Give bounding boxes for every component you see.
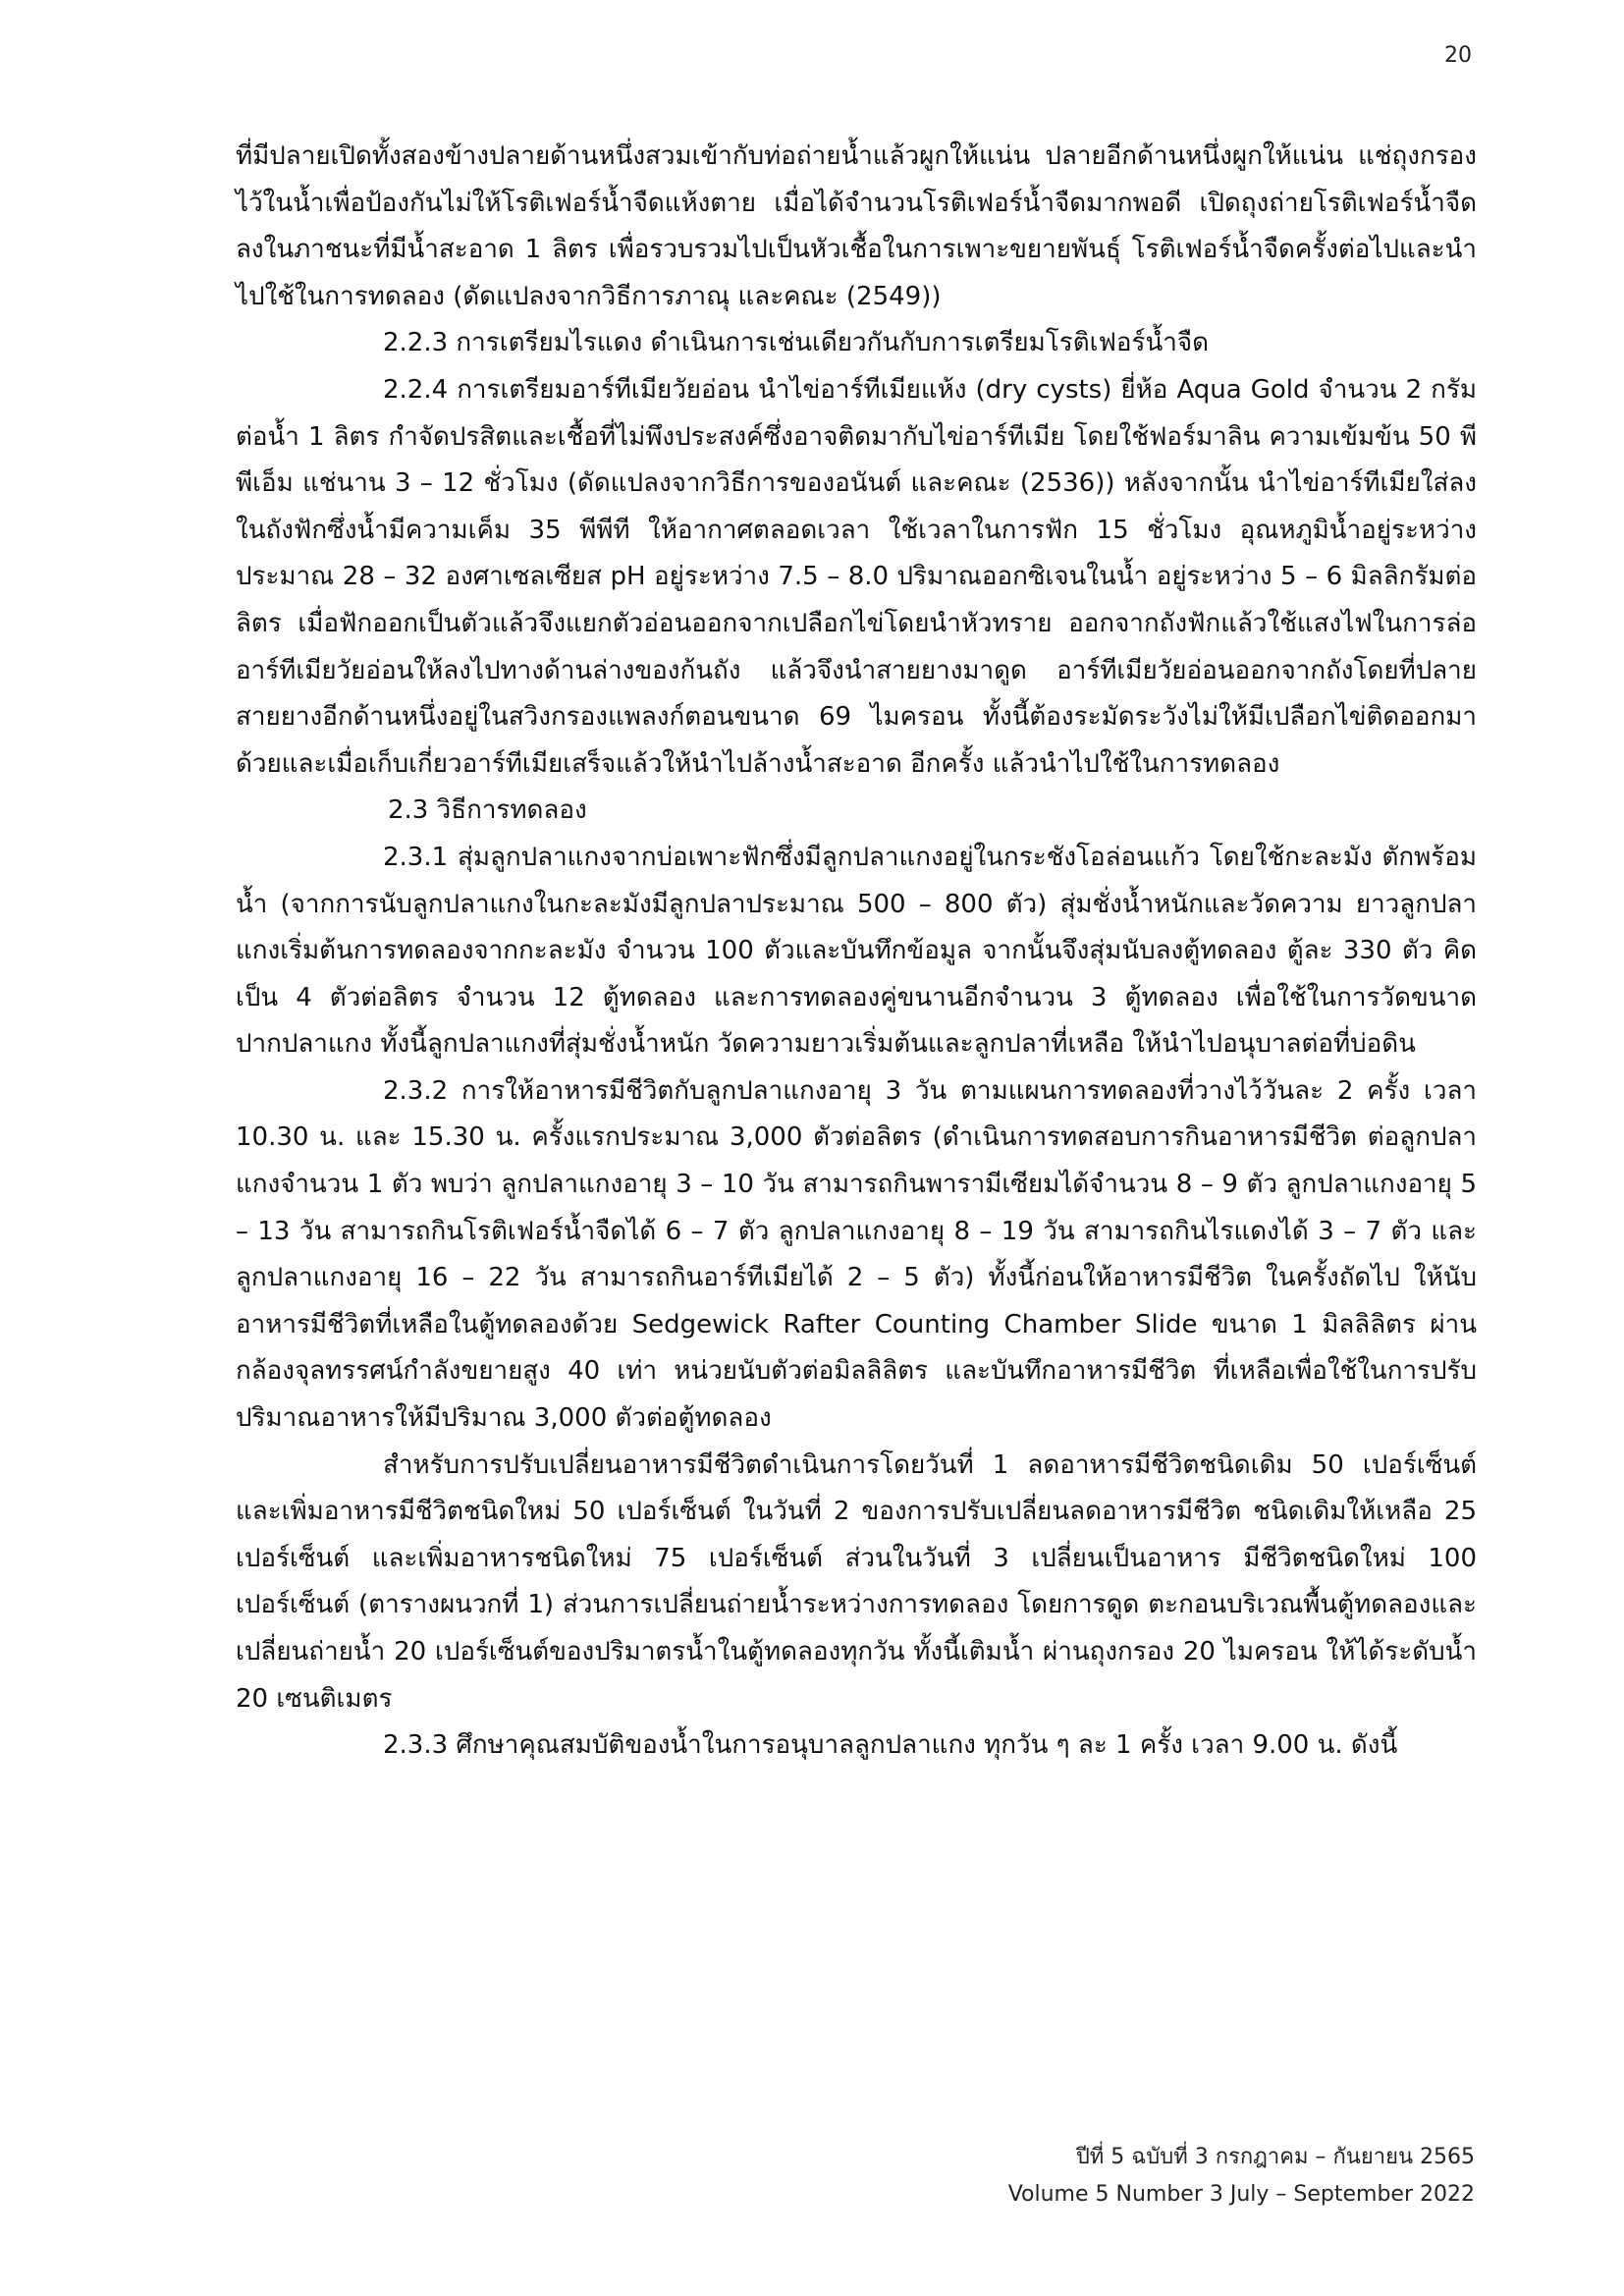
body-text [236, 134, 1477, 1770]
paragraph-2-3-1: 2.3.1 สุ่มลูกปลาแกงจากบ่อเพาะฟักซึ่งมีลูกปลาแกงอยู่ในกระชังโอล่อนแก้ว โดยใช้กะละมัง ตักพร้อมน้ำ (จากการนับลูกปลาแกงในกะละมังมีลูกปลาประมาณ 500 – 800 ตัว) สุ่มชั่งน้ำหนักและวัดความ ยาวลูกปลาแกงเริ่มต้นการทดลองจากกะละมัง จำนวน 100 ตัวและบันทึกข้อมูล จากนั้นจึงสุ่มนับลงตู้ทดลอง ตู้ละ 330 ตัว คิดเป็น 4 ตัวต่อลิตร จำนวน 12 ตู้ทดลอง และการทดลองคู่ขนานอีกจำนวน 3 ตู้ทดลอง เพื่อใช้ในการวัดขนาดปากปลาแกง ทั้งนี้ลูกปลาแกงที่สุ่มชั่งน้ำหนัก วัดความยาวเริ่มต้นและลูกปลาที่เหลือ ให้นำไปอนุบาลต่อที่บ่อดิน [236, 842, 1477, 1060]
paragraph-2-3-3: 2.3.3 ศึกษาคุณสมบัติของน้ำในการอนุบาลลูกปลาแกง ทุกวัน ๆ ละ 1 ครั้ง เวลา 9.00 น. ดังนี้ [383, 1730, 1398, 1761]
section-heading-2-3: 2.3 วิธีการทดลอง [388, 795, 587, 826]
paragraph-2-2-4: 2.2.4 การเตรียมอาร์ทีเมียวัยอ่อน นำไข่อาร์ทีเมียแห้ง (dry cysts) ยี่ห้อ Aqua Gold จำนวน 2 กรัมต่อน้ำ 1 ลิตร กำจัดปรสิตและเชื้อที่ไม่พึงประสงค์ซึ่งอาจติดมากับไข่อาร์ทีเมีย โดยใช้ฟอร์มาลิน ความเข้มข้น 50 พีพีเอ็ม แช่นาน 3 – 12 ชั่วโมง (ดัดแปลงจากวิธีการของอนันต์ และคณะ (2536)) หลังจากนั้น นำไข่อาร์ทีเมียใส่ลงในถังฟักซึ่งน้ำมีความเค็ม 35 พีพีที ให้อากาศตลอดเวลา ใช้เวลาในการฟัก 15 ชั่วโมง อุณหภูมิน้ำอยู่ระหว่างประมาณ 28 – 32 องศาเซลเซียส pH อยู่ระหว่าง 7.5 – 8.0 ปริมาณออกซิเจนในน้ำ อยู่ระหว่าง 5 – 6 มิลลิกรัมต่อลิตร เมื่อฟักออกเป็นตัวแล้วจึงแยกตัวอ่อนออกจากเปลือกไข่โดยนำหัวทราย ออกจากถังฟักแล้วใช้แสงไฟในการล่ออาร์ทีเมียวัยอ่อนให้ลงไปทางด้านล่างของก้นถัง แล้วจึงนำสายยางมาดูด อาร์ทีเมียวัยอ่อนออกจากถังโดยที่ปลายสายยางอีกด้านหนึ่งอยู่ในสวิงกรองแพลงก์ตอนขนาด 69 ไมครอน ทั้งนี้ต้องระมัดระวังไม่ให้มีเปลือกไข่ติดออกมาด้วยและเมื่อเก็บเกี่ยวอาร์ทีเมียเสร็จแล้วให้นำไปล้างน้ำสะอาด อีกครั้ง แล้วนำไปใช้ในการทดลอง [236, 374, 1477, 779]
paragraph-2-3-2: 2.3.2 การให้อาหารมีชีวิตกับลูกปลาแกงอายุ 3 วัน ตามแผนการทดลองที่วางไว้วันละ 2 ครั้ง เวลา 10.30 น. และ 15.30 น. ครั้งแรกประมาณ 3,000 ตัวต่อลิตร (ดำเนินการทดสอบการกินอาหารมีชีวิต ต่อลูกปลาแกงจำนวน 1 ตัว พบว่า ลูกปลาแกงอายุ 3 – 10 วัน สามารถกินพารามีเซียมได้จำนวน 8 – 9 ตัว ลูกปลาแกงอายุ 5 – 13 วัน สามารถกินโรติเฟอร์น้ำจืดได้ 6 – 7 ตัว ลูกปลาแกงอายุ 8 – 19 วัน สามารถกินไรแดงได้ 3 – 7 ตัว และลูกปลาแกงอายุ 16 – 22 วัน สามารถกินอาร์ทีเมียได้ 2 – 5 ตัว) ทั้งนี้ก่อนให้อาหารมีชีวิต ในครั้งถัดไป ให้นับอาหารมีชีวิตที่เหลือในตู้ทดลองด้วย Sedgewick Rafter Counting Chamber Slide ขนาด 1 มิลลิลิตร ผ่านกล้องจุลทรรศน์กำลังขยายสูง 40 เท่า หน่วยนับตัวต่อมิลลิลิตร และบันทึกอาหารมีชีวิต ที่เหลือเพื่อใช้ในการปรับปริมาณอาหารให้มีปริมาณ 3,000 ตัวต่อตู้ทดลอง [236, 1075, 1477, 1434]
paragraph-rotifer-continued: ที่มีปลายเปิดทั้งสองข้างปลายด้านหนึ่งสวมเข้ากับท่อถ่ายน้ำแล้วผูกให้แน่น ปลายอีกด้านหนึ่งผูกให้แน่น แช่ถุงกรองไว้ในน้ำเพื่อป้องกันไม่ให้โรติเฟอร์น้ำจืดแห้งตาย เมื่อได้จำนวนโรติเฟอร์น้ำจืดมากพอดี เปิดถุงถ่ายโรติเฟอร์น้ำจืดลงในภาชนะที่มีน้ำสะอาด 1 ลิตร เพื่อรวบรวมไปเป็นหัวเชื้อในการเพาะขยายพันธุ์ โรติเฟอร์น้ำจืดครั้งต่อไปและนำไปใช้ในการทดลอง (ดัดแปลงจากวิธีการภาณุ และคณะ (2549)) [236, 141, 1477, 311]
journal-footer [1008, 2139, 1475, 2214]
page-number: 20 [1444, 43, 1472, 68]
paragraph-feed-adjustment: สำหรับการปรับเปลี่ยนอาหารมีชีวิตดำเนินการโดยวันที่ 1 ลดอาหารมีชีวิตชนิดเดิม 50 เปอร์เซ็นต์ และเพิ่มอาหารมีชีวิตชนิดใหม่ 50 เปอร์เซ็นต์ ในวันที่ 2 ของการปรับเปลี่ยนลดอาหารมีชีวิต ชนิดเดิมให้เหลือ 25 เปอร์เซ็นต์ และเพิ่มอาหารชนิดใหม่ 75 เปอร์เซ็นต์ ส่วนในวันที่ 3 เปลี่ยนเป็นอาหาร มีชีวิตชนิดใหม่ 100 เปอร์เซ็นต์ (ตารางผนวกที่ 1) ส่วนการเปลี่ยนถ่ายน้ำระหว่างการทดลอง โดยการดูด ตะกอนบริเวณพื้นตู้ทดลองและเปลี่ยนถ่ายน้ำ 20 เปอร์เซ็นต์ของปริมาตรน้ำในตู้ทดลองทุกวัน ทั้งนี้เติมน้ำ ผ่านถุงกรอง 20 ไมครอน ให้ได้ระดับน้ำ 20 เซนติเมตร [236, 1449, 1477, 1714]
footer-thai-issue: ปีที่ 5 ฉบับที่ 3 กรกฎาคม – กันยายน 2565 [1075, 2145, 1475, 2169]
footer-english-issue: Volume 5 Number 3 July – September 2022 [1007, 2182, 1475, 2207]
paragraph-2-2-3: 2.2.3 การเตรียมไรแดง ดำเนินการเช่นเดียวกันกับการเตรียมโรติเฟอร์น้ำจืด [383, 328, 1209, 358]
